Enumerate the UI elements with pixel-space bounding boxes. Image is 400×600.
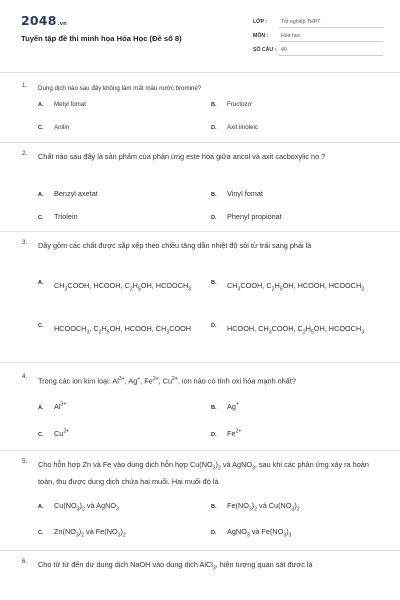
question-5-option-c[interactable]: C. $Zn(NO_3)_2$ và $Fe(NO_3)_2$ xyxy=(38,527,126,539)
question-1-option-c[interactable]: C. Anilin xyxy=(38,124,70,131)
question-2-option-a[interactable]: A. Benzyl axetat xyxy=(38,189,98,198)
question-divider xyxy=(0,362,400,363)
question-4-option-b[interactable]: B. Ag+ xyxy=(211,402,239,412)
question-3-option-b[interactable]: B. $CH_3COOH$, $C_2H_5OH$, HCOOH, $HCOOCH_3$ xyxy=(211,280,365,293)
question-4-option-a[interactable]: A. $Al^{3+}$ xyxy=(38,402,67,412)
question-2-option-c[interactable]: C. Triolein xyxy=(38,212,78,221)
question-1-option-b[interactable]: B. Fructozơ xyxy=(211,101,252,108)
question-5-option-a[interactable]: A. $Cu(NO_3)_2$ và AgNO$_3$ xyxy=(38,501,119,513)
question-divider xyxy=(0,142,400,143)
question-text: Dãy gồm các chất được sắp xếp theo chiều tăng dần nhiệt độ sôi từ trái sang phải là xyxy=(38,241,312,250)
question-text: Cho từ từ đến dư dung dịch NaOH vào dung dịch AlCl$_3$, hiện tượng quan sát được là xyxy=(38,560,313,572)
question-text: Dung dịch nào sau đây không làm mất màu nước bromine? xyxy=(38,85,202,92)
question-3-option-d[interactable]: D. HCOOH, $CH_3COOH$, $C_2H_5OH$, $HCOOCH_3$ xyxy=(211,323,365,336)
document-title: Tuyển tập đề thi minh họa Hóa Học (Đề số 8) xyxy=(21,34,182,43)
question-1-option-a[interactable]: A. Metyl fomat xyxy=(38,101,86,108)
page-header xyxy=(0,0,400,72)
question-3-option-a[interactable]: A. $CH_3COOH$, HCOOH, $C_2H_5OH$, $HCOOCH_3$ xyxy=(38,280,192,293)
question-4-option-d[interactable]: D. $Fe^{2+}$ xyxy=(211,429,242,439)
header-divider xyxy=(0,72,400,73)
question-divider xyxy=(0,550,400,551)
exam-meta xyxy=(253,16,383,58)
question-1-option-d[interactable]: D. Axit linoleic xyxy=(211,124,258,131)
meta-row-class: LỚP : Tốt nghiệp THPT xyxy=(253,16,383,30)
question-5-option-d[interactable]: D. AgNO$_3$ và $Fe(NO_3)_3$ xyxy=(211,527,292,539)
question-divider xyxy=(0,450,400,451)
site-logo[interactable]: 2048.vn xyxy=(21,13,67,28)
meta-row-subject: MÔN : Hóa học xyxy=(253,30,383,44)
question-2-option-d[interactable]: D. Phenyl propionat xyxy=(211,212,282,221)
question-divider xyxy=(0,231,400,232)
question-text: Chất nào sau đây là sản phẩm của phản ứng este hóa giữa ancol và axit cacboxylic no ? xyxy=(38,152,326,161)
meta-row-question-count: SỐ CÂU : 40 xyxy=(253,44,383,58)
question-3-option-c[interactable]: C. $HCOOCH_3$, $C_2H_5OH$, HCOOH, $CH_3COOH$ xyxy=(38,323,192,336)
question-text: Trong các ion kim loại: $Al^{3+}$, Ag+, $Fe^{2+}$, $Cu^{2+}$, ion nào có tính oxi hóa mạnh nhất? xyxy=(38,376,296,386)
question-4-option-c[interactable]: C. $Cu^{2+}$ xyxy=(38,429,70,439)
question-5-option-b[interactable]: B. $Fe(NO_3)_2$ và $Cu(NO_3)_2$ xyxy=(211,501,300,513)
question-text: Cho hỗn hợp Zn và Fe vào dung dịch hỗn hợp $Cu(NO_3)_2$ và AgNO$_3$, sau khi các phản ứng xảy ra hoàn toàn, thu được dung dịch chứa hai muối. Hai muối đó là xyxy=(38,460,369,487)
question-2-option-b[interactable]: B. Vinyl fomat xyxy=(211,189,263,198)
